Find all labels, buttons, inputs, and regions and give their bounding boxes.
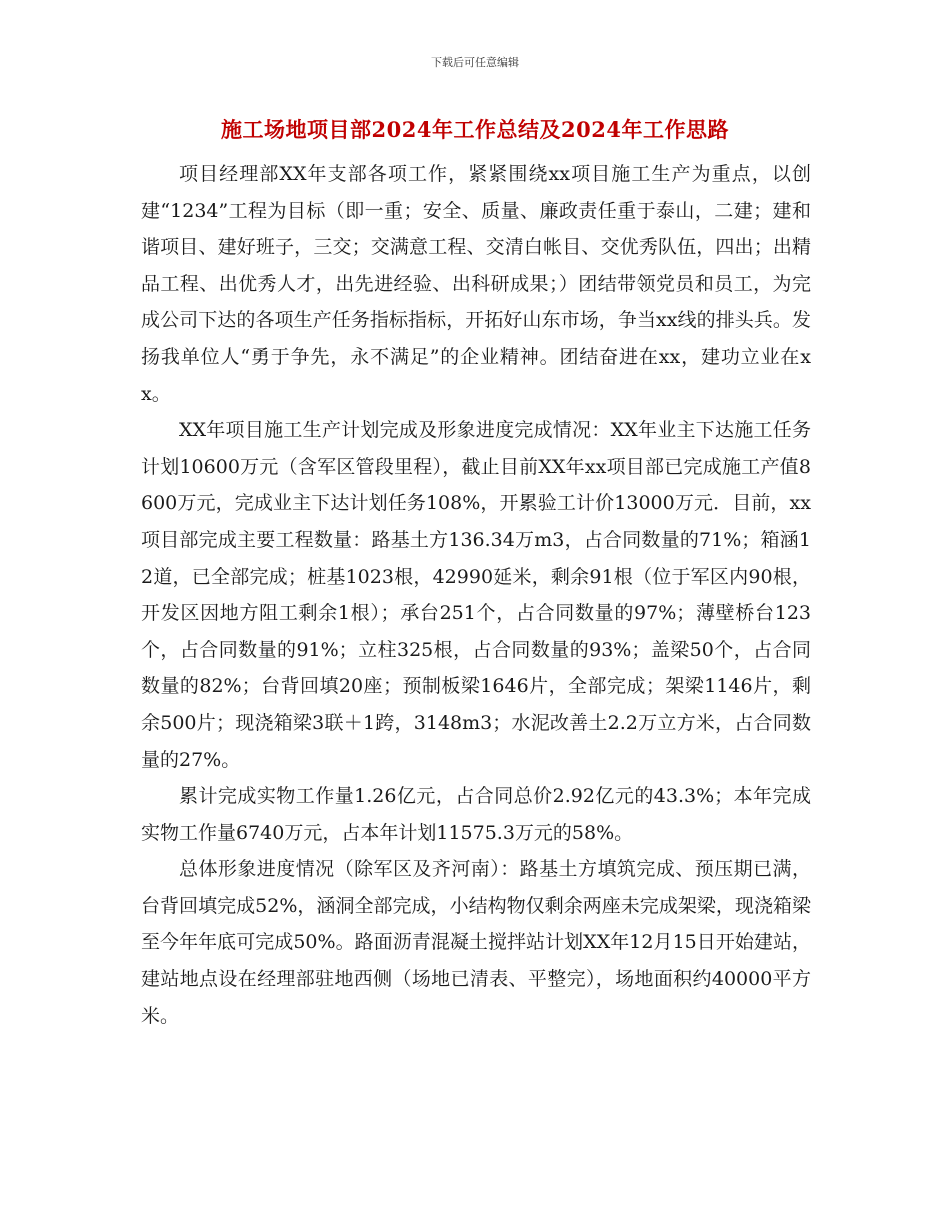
page-title: 施工场地项目部2024年工作总结及2024年工作思路 xyxy=(221,117,729,142)
paragraph: 项目经理部XX年支部各项工作，紧紧围绕xx项目施工生产为重点，以创建“1234”工程为目标（即一重；安全、质量、廉政责任重于泰山，二建；建和谐项目、建好班子，三交；交满意工程、交清白帐目、交优秀队伍，四出；出精品工程、出优秀人才，出先进经验、出科研成果；）团结带领党员和员工，为完成公司下达的各项生产任务指标指标，开拓好山东市场，争当xx线的排头兵。发扬我单位人“勇于争先，永不满足”的企业精神。团结奋进在xx，建功立业在xx。 xyxy=(141,163,811,405)
paragraph: 累计完成实物工作量1.26亿元，占合同总价2.92亿元的43.3%；本年完成实物工作量6740万元，占本年计划11575.3万元的58%。 xyxy=(141,785,811,844)
document-body xyxy=(141,156,811,1034)
header-note: 下载后可任意编辑 xyxy=(431,56,519,69)
paragraph: 总体形象进度情况（除军区及齐河南）：路基土方填筑完成、预压期已满，台背回填完成52%，涵洞全部完成，小结构物仅剩余两座未完成架梁，现浇箱梁至今年年底可完成50%。路面沥青混凝土搅拌站计划XX年12月15日开始建站，建站地点设在经理部驻地西侧（场地已清表、平整完），场地面积约40000平方米。 xyxy=(141,858,811,1027)
paragraph: XX年项目施工生产计划完成及形象进度完成情况：XX年业主下达施工任务计划10600万元（含军区管段里程），截止目前XX年xx项目部已完成施工产值8600万元，完成业主下达计划任务108%，开累验工计价13000万元．目前，xx项目部完成主要工程数量：路基土方136.34万m3，占合同数量的71%；箱涵12道，已全部完成；桩基1023根，42990延米，剩余91根（位于军区内90根，开发区因地方阻工剩余1根）；承台251个，占合同数量的97%；薄壁桥台123个，占合同数量的91%；立柱325根，占合同数量的93%；盖梁50个，占合同数量的82%；台背回填20座；预制板梁1646片，全部完成；架梁1146片，剩余500片；现浇箱梁3联＋1跨，3148m3；水泥改善土2.2万立方米，占合同数量的27%。 xyxy=(141,419,811,771)
